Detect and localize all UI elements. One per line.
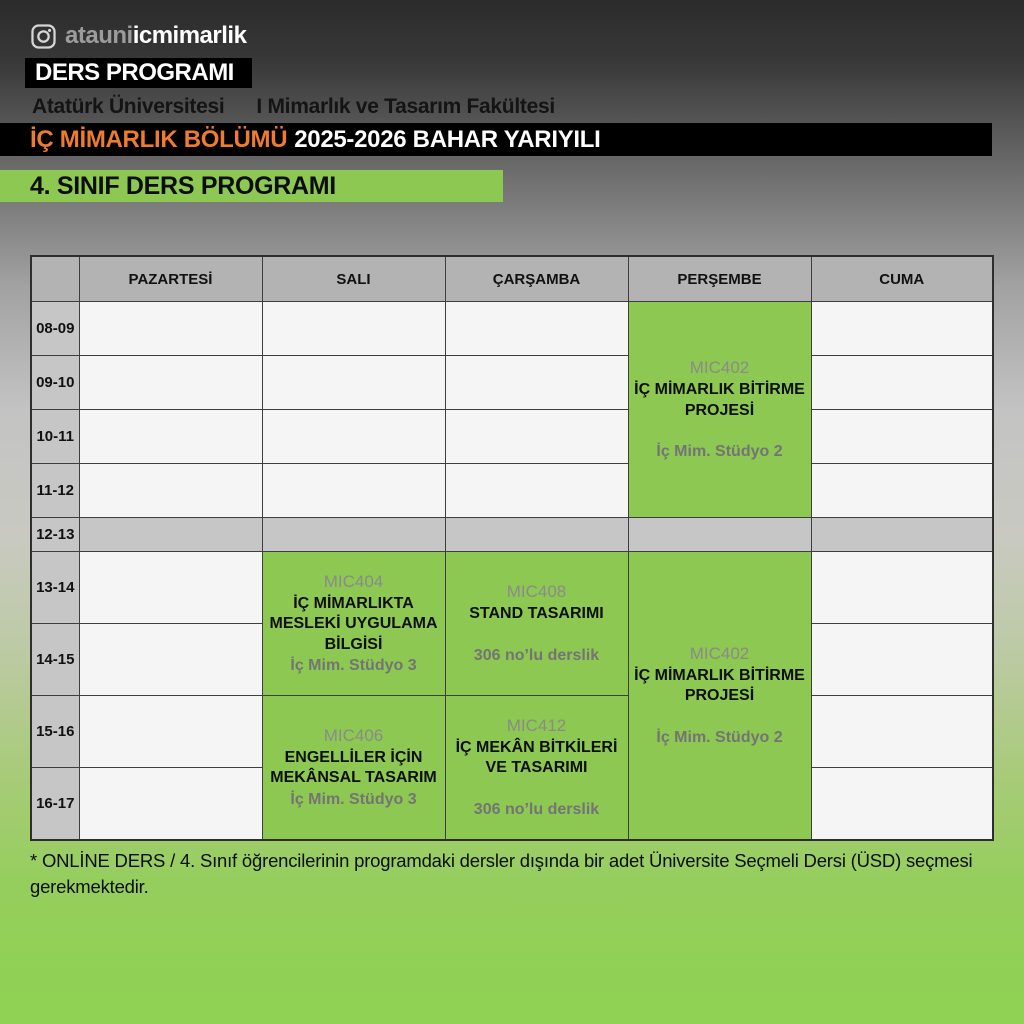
empty-cell <box>445 356 628 410</box>
empty-cell <box>79 552 262 624</box>
table-row <box>31 302 993 356</box>
course-title: İÇ MİMARLIKTA MESLEKİ UYGULAMA BİLGİSİ <box>269 594 438 653</box>
course-cell-mic402-morning <box>628 302 811 518</box>
course-room: İç Mim. Stüdyo 3 <box>290 657 417 675</box>
time-label: 11-12 <box>31 464 79 518</box>
empty-cell <box>79 410 262 464</box>
time-label: 13-14 <box>31 552 79 624</box>
course-title: İÇ MİMARLIK BİTİRME PROJESİ <box>634 666 805 705</box>
semester-label: 2025-2026 BAHAR YARIYILI <box>294 126 601 153</box>
course-room: 306 no’lu derslik <box>473 800 600 818</box>
empty-cell <box>79 768 262 840</box>
empty-cell <box>811 356 993 410</box>
time-label: 10-11 <box>31 410 79 464</box>
empty-cell <box>445 302 628 356</box>
table-row <box>31 356 993 410</box>
empty-cell <box>811 696 993 768</box>
course-cell-mic412 <box>445 696 628 840</box>
department-bar <box>0 123 992 156</box>
course-code: MIC408 <box>506 582 567 602</box>
table-row <box>31 410 993 464</box>
day-header-persembe: PERŞEMBE <box>628 256 811 302</box>
department-name: İÇ MİMARLIK BÖLÜMÜ <box>30 126 288 153</box>
course-cell-mic404 <box>262 552 445 696</box>
table-row <box>31 552 993 624</box>
time-label: 14-15 <box>31 624 79 696</box>
day-header-pazartesi: PAZARTESİ <box>79 256 262 302</box>
empty-cell <box>79 302 262 356</box>
empty-cell <box>262 302 445 356</box>
course-code: MIC404 <box>323 571 384 591</box>
course-room: İç Mim. Stüdyo 2 <box>656 442 783 460</box>
day-header-row <box>31 256 993 302</box>
table-row <box>31 464 993 518</box>
lunch-cell <box>811 518 993 552</box>
time-label: 12-13 <box>31 518 79 552</box>
time-label: 16-17 <box>31 768 79 840</box>
day-header-carsamba: ÇARŞAMBA <box>445 256 628 302</box>
lunch-cell <box>628 518 811 552</box>
empty-cell <box>811 624 993 696</box>
course-cell-mic408 <box>445 552 628 696</box>
university-line <box>32 95 555 119</box>
course-title: İÇ MEKÂN BİTKİLERİ VE TASARIMI <box>455 738 618 777</box>
course-title: STAND TASARIMI <box>469 605 604 623</box>
empty-cell <box>811 464 993 518</box>
empty-cell <box>445 410 628 464</box>
table-row <box>31 696 993 768</box>
empty-cell <box>262 464 445 518</box>
time-label: 09-10 <box>31 356 79 410</box>
time-label: 08-09 <box>31 302 79 356</box>
course-code: MIC402 <box>689 358 750 378</box>
course-cell-mic406 <box>262 696 445 840</box>
course-code: MIC406 <box>323 725 384 745</box>
empty-cell <box>262 356 445 410</box>
lunch-cell <box>262 518 445 552</box>
course-code: MIC412 <box>506 715 567 735</box>
section-title: 4. SINIF DERS PROGRAMI <box>0 170 503 202</box>
empty-cell <box>79 356 262 410</box>
course-room: İç Mim. Stüdyo 2 <box>656 728 783 746</box>
instagram-handle-name: icmimarlik <box>132 22 247 49</box>
empty-cell <box>445 464 628 518</box>
empty-cell <box>811 768 993 840</box>
schedule-table <box>30 255 994 841</box>
lunch-break-row <box>31 518 993 552</box>
empty-cell <box>79 464 262 518</box>
university-name: Atatürk Üniversitesi <box>32 95 225 118</box>
time-label: 15-16 <box>31 696 79 768</box>
instagram-handle <box>30 22 246 50</box>
footnote: * ONLİNE DERS / 4. Sınıf öğrencilerinin programdaki dersler dışında bir adet Üniversite Seçmeli Dersi (ÜSD) seçmesi gerekmektedir. <box>30 850 973 897</box>
empty-cell <box>811 410 993 464</box>
instagram-handle-prefix: atauni <box>65 22 133 49</box>
empty-cell <box>811 302 993 356</box>
course-cell-mic402-afternoon <box>628 552 811 840</box>
empty-cell <box>262 410 445 464</box>
course-title: ENGELLİLER İÇİN MEKÂNSAL TASARIM <box>270 748 437 787</box>
course-room: İç Mim. Stüdyo 3 <box>290 790 417 808</box>
lunch-cell <box>79 518 262 552</box>
page-title: DERS PROGRAMI <box>25 58 252 88</box>
empty-cell <box>79 624 262 696</box>
course-room: 306 no’lu derslik <box>473 646 600 664</box>
day-header-cuma: CUMA <box>811 256 993 302</box>
lunch-cell <box>445 518 628 552</box>
course-code: MIC402 <box>689 643 750 663</box>
time-column-header <box>31 256 79 302</box>
empty-cell <box>79 696 262 768</box>
course-title: İÇ MİMARLIK BİTİRME PROJESİ <box>634 381 805 419</box>
empty-cell <box>811 552 993 624</box>
instagram-icon <box>30 23 57 50</box>
faculty-name: I Mimarlık ve Tasarım Fakültesi <box>256 95 555 118</box>
day-header-sali: SALI <box>262 256 445 302</box>
